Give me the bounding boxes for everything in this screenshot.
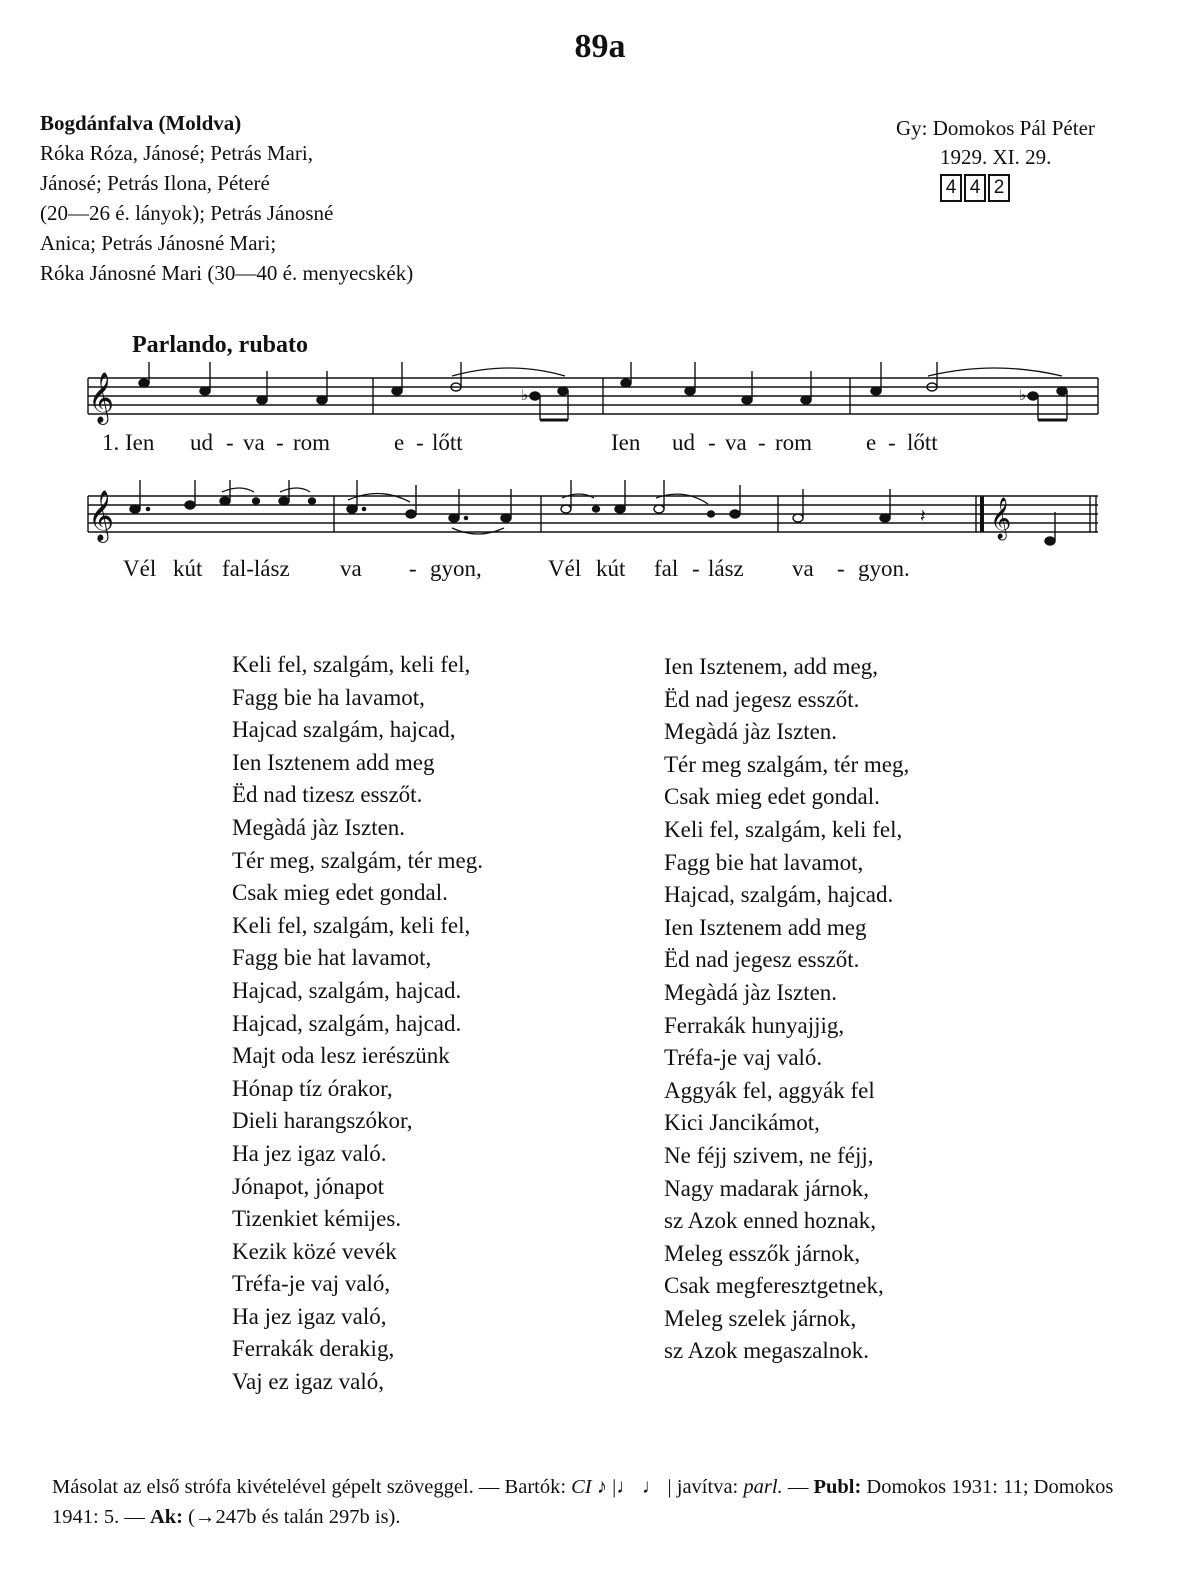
code-box: 4 xyxy=(964,174,986,202)
verse-right-column xyxy=(664,651,909,1368)
verse-line: Ha jez igaz való. xyxy=(232,1140,387,1166)
lyric-syllable: va xyxy=(792,556,814,581)
source-line: Anica; Petrás Jánosné Mari; xyxy=(40,231,277,255)
footnote-ci: CI xyxy=(571,1476,592,1498)
verse-line: Majt oda lesz ierészünk xyxy=(232,1043,450,1069)
source-line: Róka Jánosné Mari (30—40 é. menyecskék) xyxy=(40,261,414,285)
verse-line: sz Azok megaszalnok. xyxy=(664,1338,870,1364)
lyric-syllable: gyon, xyxy=(430,556,482,581)
lyric-syllable: - xyxy=(888,430,896,455)
verse-line: Vaj ez igaz való, xyxy=(232,1369,384,1395)
footnote-text: Másolat az első strófa kivételével gépelt szöveggel. — Bartók: xyxy=(52,1476,567,1498)
verse-line: Aggyák fel, aggyák fel xyxy=(664,1077,875,1103)
lyric-syllable: e xyxy=(866,430,877,455)
verse-line: Fagg bie hat lavamot, xyxy=(664,849,864,875)
verse-line: Ien Isztenem add meg xyxy=(664,914,867,940)
lyric-syllable: ud xyxy=(190,430,213,455)
verse-line: Tréfa-je vaj való, xyxy=(232,1271,391,1297)
verse-line: Csak mieg edet gondal. xyxy=(664,784,880,810)
verse-line: Ien Isztenem add meg xyxy=(232,749,435,775)
collection-date: 1929. XI. 29. xyxy=(940,145,1052,169)
rest-icon: 𝄽 xyxy=(920,506,926,527)
footnote-ak-label: Ak: xyxy=(149,1506,183,1528)
verse-line: Nagy madarak járnok, xyxy=(664,1175,870,1201)
lyric-syllable: rom xyxy=(293,430,331,455)
lyric-syllable: - xyxy=(416,430,424,455)
verse-line: Ferrakák hunyajjig, xyxy=(664,1012,845,1038)
source-info xyxy=(40,108,413,288)
verse-line: Megàdá jàz Iszten. xyxy=(232,814,406,840)
lyric-syllable: rom xyxy=(775,430,813,455)
lyric-syllable: 1. Ien xyxy=(102,430,155,455)
lyric-syllable: kút xyxy=(173,556,203,581)
verse-line: Ëd nad tizesz esszőt. xyxy=(232,782,423,808)
footnote-corrected-value: parl. xyxy=(743,1476,783,1498)
verse-line: Fagg bie ha lavamot, xyxy=(232,684,425,710)
verse-line: Ne féjj szivem, ne féjj, xyxy=(664,1142,874,1168)
lyric-syllable: - xyxy=(692,556,700,581)
verse-line: Kezik közé vevék xyxy=(232,1238,397,1264)
treble-clef-icon: 𝄞 xyxy=(990,498,1012,539)
footnote-corrected-label: javítva: xyxy=(676,1476,739,1498)
lyric-syllable: ud xyxy=(672,430,695,455)
flat-icon: ♭ xyxy=(1019,386,1027,404)
lyric-syllable: Ien xyxy=(611,430,641,455)
lyric-syllable: gyon. xyxy=(858,556,910,581)
verse-line: Tréfa-je vaj való. xyxy=(664,1045,823,1071)
tempo-marking: Parlando, rubato xyxy=(132,332,309,358)
source-line: Jánosé; Petrás Ilona, Péteré xyxy=(40,171,270,195)
verse-line: Tér meg, szalgám, tér meg. xyxy=(232,847,483,873)
lyric-syllable: - xyxy=(226,430,234,455)
verse-line: Tér meg szalgám, tér meg, xyxy=(664,751,910,777)
footnote-publ-text: Domokos 1931: 11; Domokos 1941: 5. xyxy=(52,1476,1114,1528)
footnote-dash: — xyxy=(787,1476,809,1498)
verse-line: Ëd nad jegesz esszőt. xyxy=(664,947,860,973)
verse-left-column xyxy=(232,649,483,1399)
lyric-syllable: - xyxy=(276,430,284,455)
verse-line: Kici Jancikámot, xyxy=(664,1110,820,1136)
footnote-dash: — xyxy=(124,1506,145,1528)
verse-line: Keli fel, szalgám, keli fel, xyxy=(232,912,471,938)
verse-line: Hajcad, szalgám, hajcad. xyxy=(664,882,894,908)
verse-line: Dieli harangszókor, xyxy=(232,1108,413,1134)
song-number: 89a xyxy=(574,28,626,65)
lyric-syllable: - xyxy=(758,430,766,455)
verse-line: Hajcad, szalgám, hajcad. xyxy=(232,1010,462,1036)
footnote xyxy=(52,1472,1162,1532)
lyric-syllable: va xyxy=(725,430,747,455)
flat-icon: ♭ xyxy=(521,386,529,404)
lyric-syllable: va xyxy=(340,556,362,581)
verse-line: Ëd nad jegesz esszőt. xyxy=(664,686,860,712)
lyric-syllable: - xyxy=(409,556,417,581)
verse-line: Meleg szelek járnok, xyxy=(664,1305,857,1331)
verse-line: Hónap tíz órakor, xyxy=(232,1075,393,1101)
verse-line: Jónapot, jónapot xyxy=(232,1173,385,1199)
code-box: 2 xyxy=(988,174,1010,202)
collector-name: Gy: Domokos Pál Péter xyxy=(896,116,1095,140)
music-staff-2 xyxy=(0,480,1200,560)
source-line: Bogdánfalva (Moldva) xyxy=(40,111,242,135)
lyric-syllable: e xyxy=(394,430,405,455)
lyric-syllable: lász xyxy=(708,556,744,581)
treble-clef-icon: 𝄞 xyxy=(88,490,115,541)
lyric-syllable: fal xyxy=(654,556,679,581)
verse-line: Csak mieg edet gondal. xyxy=(232,880,448,906)
rhythm-notation: ♪ |♩ ♩ | xyxy=(596,1476,672,1498)
verse-line: Keli fel, szalgám, keli fel, xyxy=(232,652,471,677)
lyric-syllable: va xyxy=(243,430,265,455)
verse-line: Ferrakák derakig, xyxy=(232,1336,395,1362)
lyric-syllable: lőtt xyxy=(907,430,938,455)
source-line: (20—26 é. lányok); Petrás Jánosné xyxy=(40,201,334,225)
treble-clef-icon: 𝄞 xyxy=(88,372,115,423)
verse-line: Ien Isztenem, add meg, xyxy=(664,654,878,679)
verse-line: Hajcad szalgám, hajcad, xyxy=(232,717,456,743)
lyric-syllable: kút xyxy=(596,556,626,581)
verse-line: sz Azok enned hoznak, xyxy=(664,1208,877,1234)
lyric-syllable: - xyxy=(837,556,845,581)
footnote-ak-text: (→247b és talán 297b is). xyxy=(188,1506,401,1528)
verse-line: Csak megferesztgetnek, xyxy=(664,1273,884,1299)
lyric-syllable: Vél xyxy=(548,556,582,581)
verse-line: Megàdá jàz Iszten. xyxy=(664,719,838,745)
lyric-syllable: - xyxy=(708,430,716,455)
lyric-syllable: fal-lász xyxy=(222,556,290,581)
music-staff-1 xyxy=(0,362,1200,442)
lyric-syllable: Vél xyxy=(123,556,157,581)
source-line: Róka Róza, Jánosé; Petrás Mari, xyxy=(40,141,313,165)
collector-info xyxy=(896,114,1095,202)
verse-line: Keli fel, szalgám, keli fel, xyxy=(664,816,903,842)
verse-line: Fagg bie hat lavamot, xyxy=(232,945,432,971)
lyric-syllable: lőtt xyxy=(432,430,463,455)
verse-line: Ha jez igaz való, xyxy=(232,1303,387,1329)
verse-line: Tizenkiet kémijes. xyxy=(232,1206,402,1232)
footnote-publ-label: Publ: xyxy=(813,1476,862,1498)
verse-line: Meleg esszők járnok, xyxy=(664,1240,861,1266)
classification-codes xyxy=(896,174,1095,202)
verse-line: Hajcad, szalgám, hajcad. xyxy=(232,977,462,1003)
code-box: 4 xyxy=(940,174,962,202)
verse-line: Megàdá jàz Iszten. xyxy=(664,979,838,1005)
